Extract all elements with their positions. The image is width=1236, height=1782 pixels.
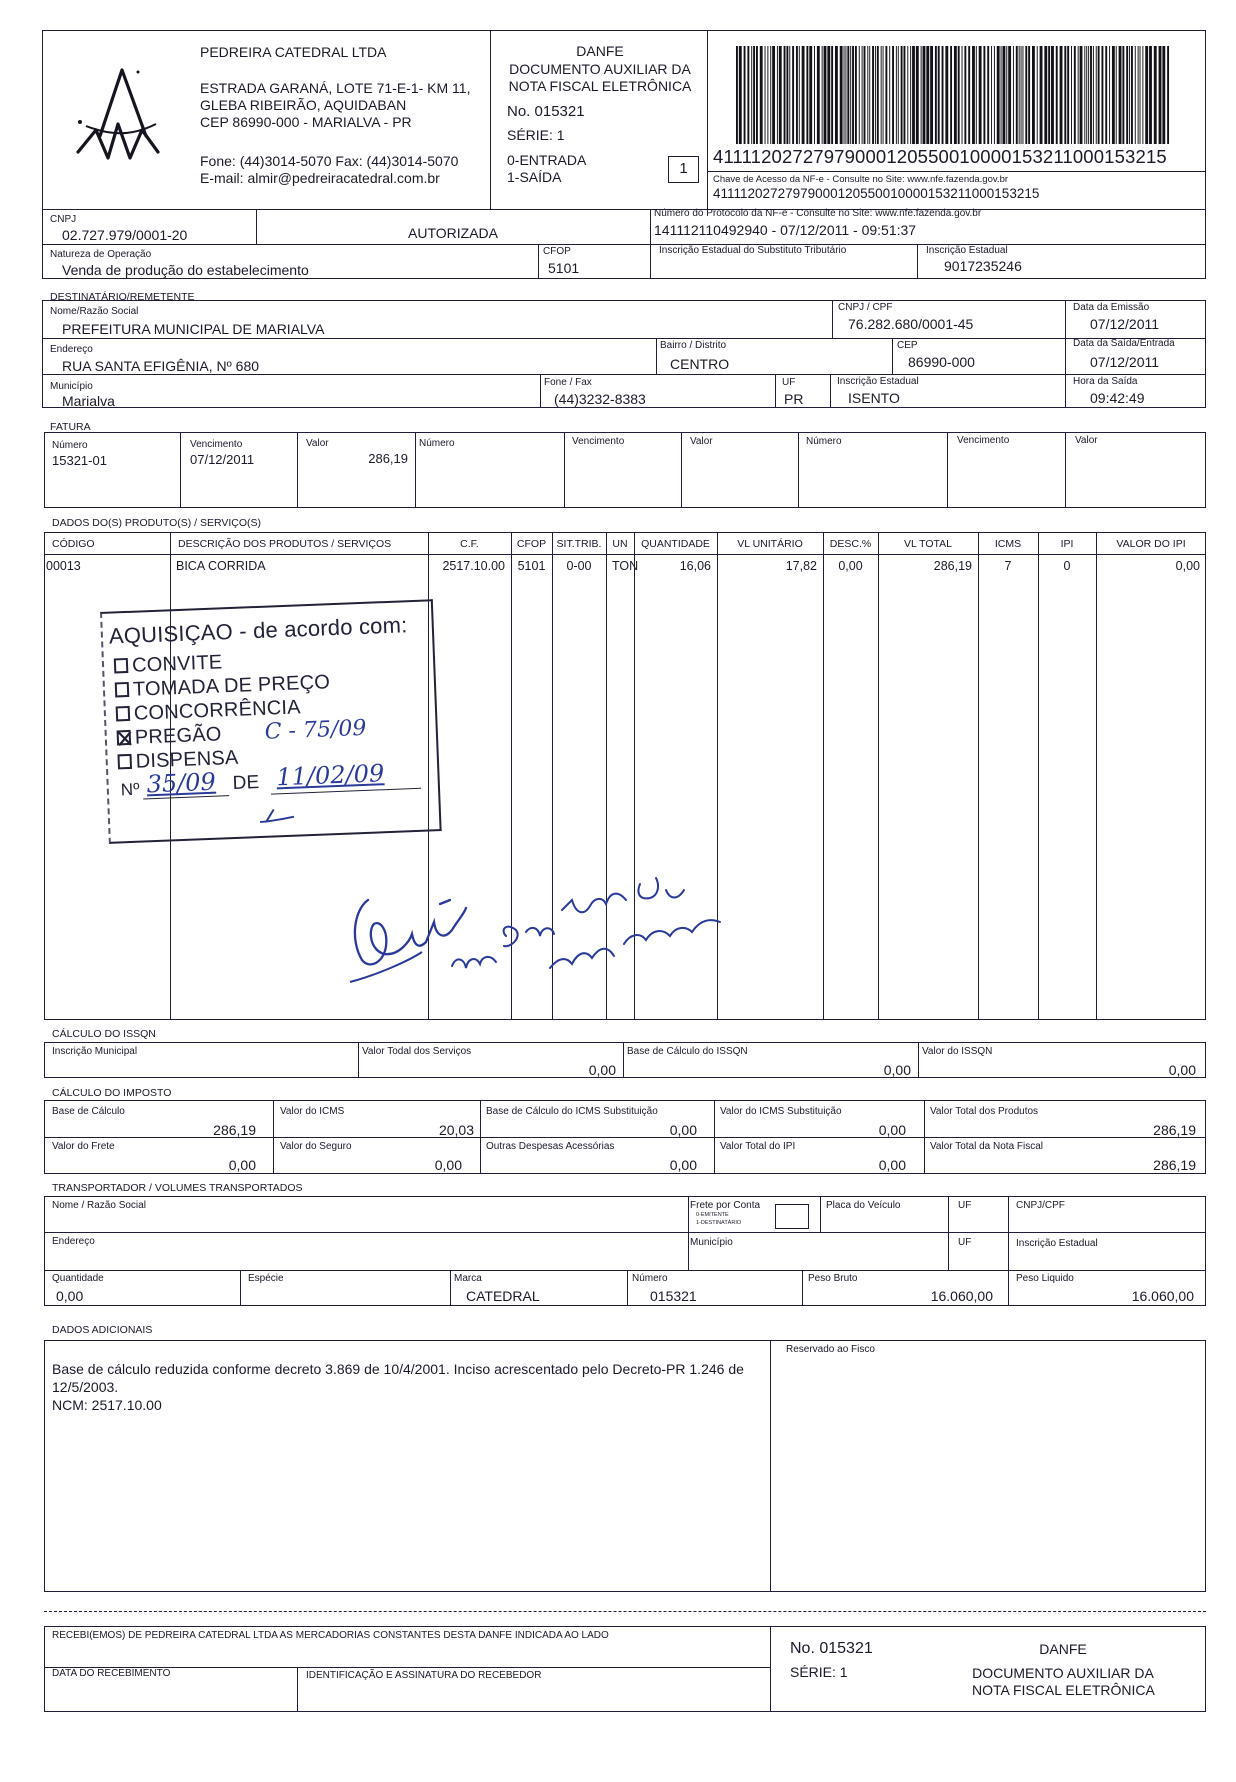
danfe-subtitle-2: NOTA FISCAL ELETRÔNICA — [508, 78, 692, 94]
convite-checkbox — [114, 658, 129, 674]
invoice-serie: SÉRIE: 1 — [507, 127, 565, 143]
dest-fone: (44)3232-8383 — [554, 391, 646, 407]
adicionais-line2: 12/5/2003. — [52, 1379, 119, 1395]
stamp-de-label: DE — [232, 772, 260, 795]
handwritten-pregao-ref: C - 75/09 — [264, 715, 367, 745]
dispensa-checkbox — [117, 754, 132, 770]
concorrencia-checkbox — [116, 706, 131, 722]
handwritten-stamp-date: 11/02/09 — [275, 759, 385, 792]
operation-type-value: 1 — [679, 160, 688, 177]
canhoto-received-text: RECEBI(EMOS) DE PEDREIRA CATEDRAL LTDA AS MERCADORIAS CONSTANTES DESTA DANFE INDICADA AO LADO — [52, 1630, 609, 1641]
col-header-descricao: DESCRIÇÃO DOS PRODUTOS / SERVIÇOS — [178, 538, 392, 550]
transp-frete-opt0: 0-EMITENTE — [696, 1212, 729, 1218]
frete-box — [775, 1204, 809, 1229]
handwritten-mark — [258, 805, 299, 829]
fatura-numero-label-3: Número — [806, 436, 842, 447]
operation-type-box — [668, 156, 699, 183]
transp-placa-label: Placa do Veículo — [826, 1200, 901, 1211]
col-header-ipi: IPI — [1060, 538, 1074, 550]
stamp-dispensa-label: DISPENSA — [135, 746, 239, 773]
imposto-base: 286,19 — [213, 1122, 256, 1138]
dest-cep: 86990-000 — [908, 354, 975, 370]
company-logo — [72, 66, 164, 176]
issqn-im-label: Inscrição Municipal — [52, 1046, 138, 1057]
emitter-name: PEDREIRA CATEDRAL LTDA — [200, 44, 387, 60]
issqn-base-label: Base de Cálculo do ISSQN — [627, 1046, 748, 1057]
transp-qtd: 0,00 — [56, 1288, 84, 1304]
fatura-vencimento-label: Vencimento — [190, 439, 243, 450]
transp-numero: 015321 — [650, 1288, 697, 1304]
cell-vl-unitario: 17,82 — [785, 559, 817, 573]
fatura-vencimento-label-2: Vencimento — [572, 436, 625, 447]
invoice-number: No. 015321 — [507, 103, 585, 120]
acquisition-stamp — [100, 599, 442, 844]
imposto-section-title: CÁLCULO DO IMPOSTO — [52, 1087, 172, 1099]
col-header-codigo: CÓDIGO — [52, 538, 95, 550]
access-key-big: 41111202727979000120550010000153211000153215 — [713, 146, 1167, 167]
transp-cnpj-label: CNPJ/CPF — [1016, 1200, 1065, 1211]
type-saida: 1-SAÍDA — [507, 169, 562, 185]
products-section-title: DADOS DO(S) PRODUTO(S) / SERVIÇO(S) — [52, 517, 262, 529]
natureza-label: Natureza de Operação — [50, 249, 152, 260]
emitter-cnpj: 02.727.979/0001-20 — [62, 227, 188, 243]
adicionais-line1: Base de cálculo reduzida conforme decreto 3.869 de 10/4/2001. Inciso acrescentado pelo Decreto-PR 1.246 de — [52, 1361, 744, 1377]
fatura-valor-label-3: Valor — [1075, 435, 1098, 446]
canhoto-number: No. 015321 — [790, 1640, 873, 1657]
transp-bruto: 16.060,00 — [930, 1288, 993, 1304]
dest-cnpj: 76.282.680/0001-45 — [848, 316, 974, 332]
cell-desc: 0,00 — [838, 559, 863, 573]
dest-endereco-label: Endereço — [50, 344, 93, 355]
canhoto-data-label: DATA DO RECEBIMENTO — [52, 1668, 171, 1679]
dest-ie-label: Inscrição Estadual — [837, 376, 919, 387]
fatura-valor: 286,19 — [368, 451, 408, 466]
cell-codigo: 00013 — [46, 559, 81, 573]
imposto-total-prod-label: Valor Total dos Produtos — [930, 1106, 1039, 1117]
danfe-title: DANFE — [576, 43, 624, 59]
cell-valor-ipi: 0,00 — [1175, 559, 1200, 573]
col-header-un: UN — [612, 538, 628, 550]
imposto-base-st-label: Base de Cálculo do ICMS Substituição — [486, 1106, 658, 1117]
stamp-title: AQUISIÇAO - de acordo com: — [108, 612, 408, 649]
nfe-status: AUTORIZADA — [408, 225, 498, 241]
imposto-frete-label: Valor do Frete — [52, 1141, 115, 1152]
access-key-small: 41111202727979000120550010000153211000153215 — [713, 186, 1040, 201]
col-header-desc: DESC.% — [829, 538, 872, 550]
col-header-cfop: CFOP — [516, 538, 547, 550]
pregao-checkbox-checked — [117, 730, 132, 746]
transp-numero-label: Número — [632, 1273, 668, 1284]
cell-un: TON — [612, 559, 639, 573]
imposto-ipi-label: Valor Total do IPI — [720, 1141, 796, 1152]
ie-substituto-label: Inscrição Estadual do Substituto Tributário — [659, 245, 847, 256]
imposto-ipi: 0,00 — [878, 1157, 906, 1173]
cell-icms: 7 — [1004, 559, 1012, 573]
cell-ipi: 0 — [1063, 559, 1071, 573]
imposto-outras-label: Outras Despesas Acessórias — [486, 1141, 615, 1152]
transp-especie-label: Espécie — [248, 1273, 284, 1284]
stamp-convite — [114, 651, 223, 677]
transp-liquido: 16.060,00 — [1131, 1288, 1194, 1304]
col-header-quantidade: QUANTIDADE — [641, 538, 710, 550]
dest-uf-label: UF — [782, 377, 796, 388]
canhoto-doc2: NOTA FISCAL ELETRÔNICA — [972, 1682, 1155, 1698]
dest-cep-label: CEP — [897, 340, 918, 351]
dest-ie: ISENTO — [848, 390, 900, 406]
dest-section-title: DESTINATÁRIO/REMETENTE — [50, 291, 195, 303]
fatura-valor-label-2: Valor — [690, 436, 713, 447]
tomada-checkbox — [115, 682, 130, 698]
transp-ie-label: Inscrição Estadual — [1016, 1238, 1098, 1249]
type-entrada: 0-ENTRADA — [507, 152, 587, 168]
emitter-phone: Fone: (44)3014-5070 Fax: (44)3014-5070 — [200, 153, 459, 169]
emitter-address-line3: CEP 86990-000 - MARIALVA - PR — [200, 114, 412, 130]
cell-quantidade: 16,06 — [679, 559, 711, 573]
handwritten-signature — [340, 870, 760, 990]
dest-bairro: CENTRO — [670, 356, 730, 372]
dest-bairro-label: Bairro / Distrito — [660, 340, 727, 351]
stamp-tomada-label: TOMADA DE PREÇO — [132, 671, 331, 701]
fatura-valor-label: Valor — [306, 438, 329, 449]
cfop-label: CFOP — [543, 246, 571, 257]
transp-frete-label: Frete por Conta — [690, 1200, 761, 1211]
canhoto-doc1: DOCUMENTO AUXILIAR DA — [972, 1665, 1154, 1681]
dest-municipio: Marialva — [62, 393, 115, 409]
issqn-base: 0,00 — [883, 1062, 911, 1078]
emitter-email: E-mail: almir@pedreiracatedral.com.br — [200, 170, 440, 186]
saida-label: Data da Saída/Entrada — [1073, 338, 1175, 349]
imposto-icms-st: 0,00 — [878, 1122, 906, 1138]
fatura-numero-label: Número — [52, 440, 88, 451]
stamp-number-line — [120, 779, 140, 802]
imposto-total-nf: 286,19 — [1153, 1157, 1196, 1173]
dest-municipio-label: Município — [50, 381, 93, 392]
fatura-numero: 15321-01 — [52, 453, 107, 468]
emissao-label: Data da Emissão — [1073, 302, 1150, 313]
transp-uf2-label: UF — [958, 1237, 972, 1248]
cell-sit-trib: 0-00 — [566, 559, 592, 573]
col-header-icms: ICMS — [994, 538, 1022, 550]
transp-section-title: TRANSPORTADOR / VOLUMES TRANSPORTADOS — [52, 1182, 303, 1194]
cnpj-label: CNPJ — [50, 214, 77, 225]
stamp-pregao — [116, 723, 222, 749]
imposto-frete: 0,00 — [228, 1157, 256, 1173]
hora-saida: 09:42:49 — [1090, 390, 1145, 406]
transp-uf-label: UF — [958, 1200, 972, 1211]
transp-marca: CATEDRAL — [466, 1288, 540, 1304]
handwritten-stamp-number: 35/09 — [146, 767, 217, 799]
cell-vl-total: 286,19 — [933, 559, 972, 573]
col-header-valor-ipi: VALOR DO IPI — [1116, 538, 1186, 550]
imposto-seguro: 0,00 — [434, 1157, 462, 1173]
barcode — [736, 46, 1170, 144]
transp-municipio-label: Município — [690, 1237, 733, 1248]
transp-endereco-label: Endereço — [52, 1236, 95, 1247]
imposto-icms: 20,03 — [438, 1122, 474, 1138]
stamp-convite-label: CONVITE — [131, 651, 223, 677]
imposto-outras: 0,00 — [669, 1157, 697, 1173]
transp-qtd-label: Quantidade — [52, 1273, 104, 1284]
dest-name: PREFEITURA MUNICIPAL DE MARIALVA — [62, 321, 325, 337]
transp-nome-label: Nome / Razão Social — [52, 1200, 146, 1211]
danfe-subtitle-1: DOCUMENTO AUXILIAR DA — [509, 61, 691, 77]
dest-endereco: RUA SANTA EFIGÊNIA, Nº 680 — [62, 358, 260, 374]
fatura-vencimento: 07/12/2011 — [190, 452, 255, 467]
canhoto-serie: SÉRIE: 1 — [790, 1664, 848, 1680]
dest-fone-label: Fone / Fax — [544, 377, 592, 388]
emitter-address-line1: ESTRADA GARANÁ, LOTE 71-E-1- KM 11, — [200, 80, 471, 96]
issqn-vts: 0,00 — [588, 1062, 616, 1078]
issqn-section-title: CÁLCULO DO ISSQN — [52, 1028, 156, 1040]
issqn-valor: 0,00 — [1168, 1062, 1196, 1078]
ie-value: 9017235246 — [944, 258, 1022, 274]
fatura-numero-label-2: Número — [419, 438, 455, 449]
col-header-cf: C.F. — [460, 538, 479, 550]
adicionais-section-title: DADOS ADICIONAIS — [52, 1324, 153, 1336]
hora-label: Hora da Saída — [1073, 376, 1138, 387]
canhoto-assinatura-label: IDENTIFICAÇÃO E ASSINATURA DO RECEBEDOR — [306, 1670, 542, 1681]
fatura-section-title: FATURA — [50, 421, 91, 433]
issqn-valor-label: Valor do ISSQN — [922, 1046, 993, 1057]
imposto-total-prod: 286,19 — [1153, 1122, 1196, 1138]
col-header-vl-total: VL TOTAL — [903, 538, 953, 550]
transp-marca-label: Marca — [454, 1273, 482, 1284]
imposto-total-nf-label: Valor Total da Nota Fiscal — [930, 1141, 1044, 1152]
emissao-date: 07/12/2011 — [1090, 316, 1160, 332]
natureza-value: Venda de produção do estabelecimento — [62, 262, 309, 278]
issqn-vts-label: Valor Todal dos Serviços — [362, 1046, 472, 1057]
stamp-pregao-label: PREGÃO — [134, 723, 222, 749]
emitter-address-line2: GLEBA RIBEIRÃO, AQUIDABAN — [200, 97, 407, 113]
imposto-base-label: Base de Cálculo — [52, 1106, 125, 1117]
ie-label: Inscrição Estadual — [926, 245, 1008, 256]
adicionais-line3: NCM: 2517.10.00 — [52, 1397, 162, 1413]
stamp-concorrencia-label: CONCORRÊNCIA — [133, 696, 302, 725]
col-header-sit-trib: SIT.TRIB. — [556, 538, 602, 550]
imposto-seguro-label: Valor do Seguro — [280, 1141, 352, 1152]
imposto-base-st: 0,00 — [669, 1122, 697, 1138]
saida-date: 07/12/2011 — [1090, 354, 1160, 370]
cut-line — [44, 1611, 1206, 1612]
cfop-value: 5101 — [548, 260, 580, 276]
protocol-number: 141112110492940 - 07/12/2011 - 09:51:37 — [654, 222, 917, 238]
cell-cf: 2517.10.00 — [442, 559, 505, 573]
cell-cfop: 5101 — [517, 559, 546, 573]
transp-frete-opt1: 1-DESTINATÁRIO — [696, 1220, 742, 1226]
dest-uf: PR — [784, 391, 804, 407]
access-key-label: Chave de Acesso da NF-e - Consulte no Site: www.nfe.fazenda.gov.br — [713, 174, 1009, 185]
canhoto-danfe: DANFE — [1039, 1641, 1087, 1657]
imposto-icms-label: Valor do ICMS — [280, 1106, 345, 1117]
col-header-vl-unitario: VL UNITÁRIO — [737, 538, 803, 550]
transp-bruto-label: Peso Bruto — [808, 1273, 858, 1284]
dest-cnpj-label: CNPJ / CPF — [838, 302, 893, 313]
transp-liquido-label: Peso Liquido — [1016, 1273, 1074, 1284]
stamp-no-label: Nº — [120, 779, 141, 800]
dest-name-label: Nome/Razão Social — [50, 306, 139, 317]
fisco-label: Reservado ao Fisco — [786, 1344, 875, 1355]
cell-descricao: BICA CORRIDA — [176, 559, 266, 573]
imposto-icms-st-label: Valor do ICMS Substituição — [720, 1106, 842, 1117]
protocol-label: Número do Protocolo da NF-e - Consulte no Site: www.nfe.fazenda.gov.br — [654, 208, 982, 219]
fatura-vencimento-label-3: Vencimento — [957, 435, 1010, 446]
